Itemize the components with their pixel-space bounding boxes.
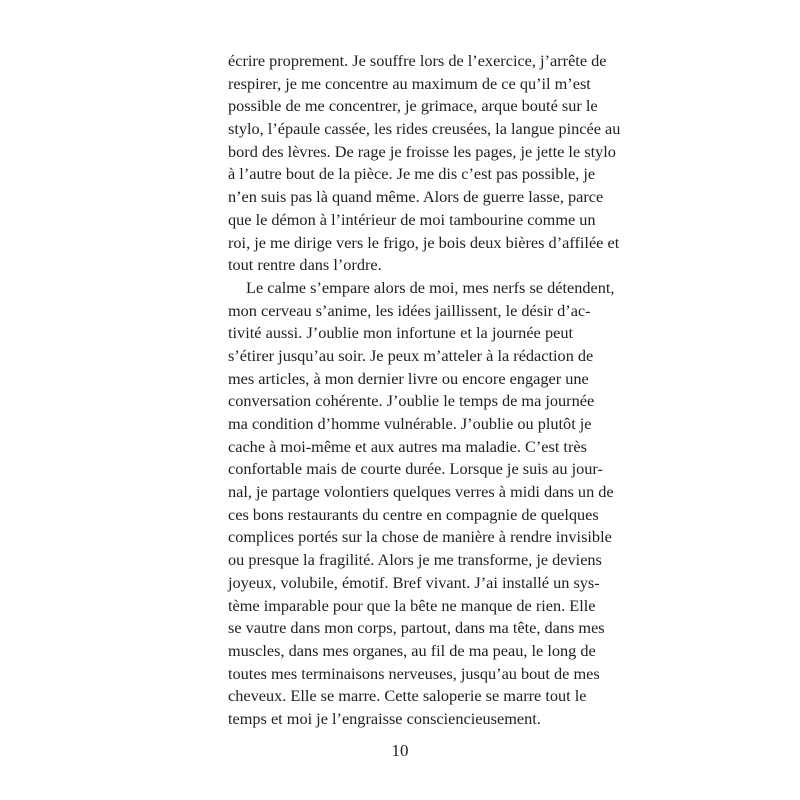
text-line: que le démon à l’intérieur de moi tambourine comme un bbox=[228, 209, 596, 229]
text-line: s’étirer jusqu’au soir. Je peux m’atteler à la rédaction de bbox=[228, 345, 594, 365]
text-line: cache à moi-même et aux autres ma maladie. C’est très bbox=[228, 436, 587, 456]
text-line: bord des lèvres. De rage je froisse les pages, je jette le stylo bbox=[228, 141, 616, 161]
body-text bbox=[228, 50, 621, 731]
text-line: ces bons restaurants du centre en compagnie de quelques bbox=[228, 504, 599, 524]
text-line: confortable mais de courte durée. Lorsque je suis au jour- bbox=[228, 459, 603, 479]
text-line: muscles, dans mes organes, au fil de ma peau, le long de bbox=[228, 640, 596, 660]
text-line: conversation cohérente. J’oublie le temps de ma journée bbox=[228, 391, 595, 411]
page-number: 10 bbox=[391, 741, 409, 760]
text-line: roi, je me dirige vers le frigo, je bois deux bières d’affilée et bbox=[228, 232, 620, 252]
text-line: écrire proprement. Je souffre lors de l’exercice, j’arrête de bbox=[228, 51, 607, 70]
text-line: ou presque la fragilité. Alors je me transforme, je deviens bbox=[228, 550, 602, 570]
text-line: nal, je partage volontiers quelques verres à midi dans un de bbox=[228, 482, 614, 502]
text-line: tout rentre dans l’ordre. bbox=[228, 255, 382, 275]
text-line: temps et moi je l’engraisse consciencieusement. bbox=[228, 708, 541, 728]
text-line: complices portés sur la chose de manière à rendre invisible bbox=[228, 527, 612, 547]
text-line: possible de me concentrer, je grimace, arque bouté sur le bbox=[228, 96, 598, 116]
text-line: se vautre dans mon corps, partout, dans ma tête, dans mes bbox=[228, 618, 605, 638]
text-line: toutes mes terminaisons nerveuses, jusqu’au bout de mes bbox=[228, 663, 600, 683]
text-line: tivité aussi. J’oublie mon infortune et la journée peut bbox=[228, 323, 573, 343]
text-line: tème imparable pour que la bête ne manque de rien. Elle bbox=[228, 595, 596, 615]
text-line: Le calme s’empare alors de moi, mes nerfs se détendent, bbox=[246, 277, 615, 297]
text-line: mon cerveau s’anime, les idées jaillissent, le désir d’ac- bbox=[228, 300, 591, 320]
paragraph-1 bbox=[228, 50, 621, 277]
text-line: respirer, je me concentre au maximum de ce qu’il m’est bbox=[228, 73, 591, 93]
text-line: à l’autre bout de la pièce. Je me dis c’est pas possible, je bbox=[228, 164, 596, 184]
text-line: mes articles, à mon dernier livre ou encore engager une bbox=[228, 368, 589, 388]
text-line: joyeux, volubile, émotif. Bref vivant. J’ai installé un sys- bbox=[228, 572, 600, 592]
text-line: ma condition d’homme vulnérable. J’oublie ou plutôt je bbox=[228, 414, 592, 433]
text-line: stylo, l’épaule cassée, les rides creusées, la langue pincée au bbox=[228, 119, 621, 139]
text-line: cheveux. Elle se marre. Cette saloperie se marre tout le bbox=[228, 686, 587, 706]
paragraph-2 bbox=[228, 277, 615, 731]
text-line: n’en suis pas là quand même. Alors de guerre lasse, parce bbox=[228, 187, 604, 207]
